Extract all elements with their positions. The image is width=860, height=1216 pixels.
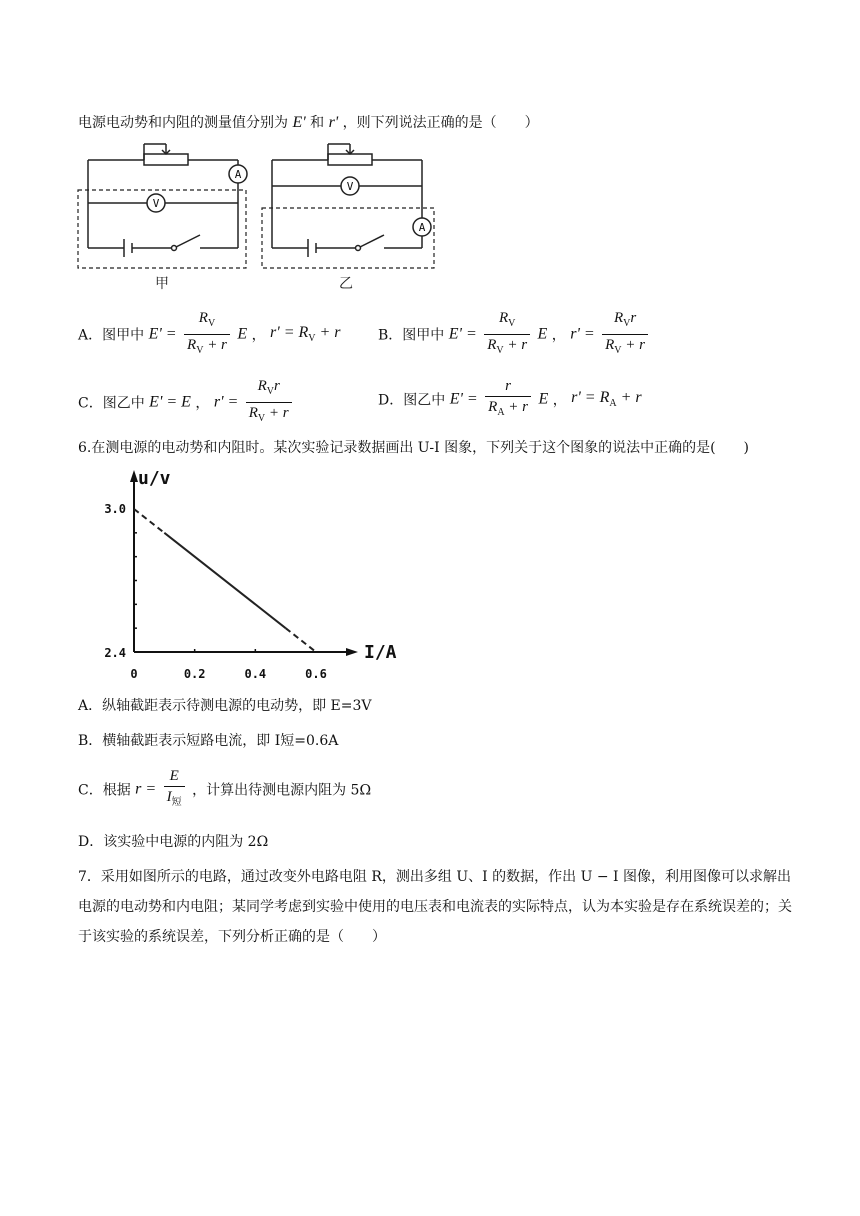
frac-den: R (605, 337, 615, 353)
option-d-r-sub: A (609, 398, 617, 410)
q7-stem: 7．采用如图所示的电路，通过改变外电路电阻 R，测出多组 U、I 的数据，作出 U − I 图像，利用图像可以求解出电源的电动势和内电阻；某同学考虑到实验中使用的电压表和电流表的实际特点，认为本实验是存在系统误差的；关于该实验的系统误差，下列分析正确的是（ ） (78, 869, 792, 945)
option-a-r-sub: V (308, 333, 316, 345)
chart-text (104, 468, 396, 681)
q5-intro-text: 电源电动势和内阻的测量值分别为 (78, 115, 288, 131)
q5-intro-sym2: r' (328, 114, 339, 131)
option-b-e: E (537, 325, 548, 343)
frac-den: R (187, 337, 197, 353)
frac-num-sub: V (623, 318, 631, 329)
q5-option-c (78, 376, 295, 429)
option-c-e-part: E' = E (149, 393, 191, 411)
q5-option-d (378, 376, 642, 423)
ammeter-label-jia: A (234, 168, 242, 181)
option-b-r-lhs: r' = (570, 325, 595, 343)
q6-option-c (78, 766, 371, 813)
voltmeter-label-jia: V (152, 197, 160, 210)
q5-option-b (378, 308, 651, 361)
series-line-solid (164, 533, 285, 628)
option-d-e: E (538, 390, 549, 408)
option-d-r-part: r' = R (571, 389, 610, 407)
option-d-label: D．图乙中 (378, 392, 446, 409)
option-b-fraction-r (602, 308, 648, 361)
x-tick-label: 0.2 (183, 667, 206, 681)
y-tick-label: 3.0 (104, 502, 126, 516)
frac-num-sub: V (508, 318, 516, 329)
frac-den-sub: 短 (171, 797, 182, 808)
frac-den-plus: + r (503, 337, 528, 353)
option-a-label: A．图甲中 (78, 327, 145, 344)
option-a-e: E (237, 325, 248, 343)
option-c-sep: ， (195, 395, 210, 412)
option-d-e-lhs: E' = (449, 390, 478, 408)
figure-label-jia: 甲 (155, 276, 169, 292)
option-a-sep: ， (251, 327, 266, 344)
option-a-r-tail: + r (315, 324, 341, 342)
frac-num-sub: V (207, 318, 216, 329)
frac-num-r: r (505, 378, 511, 394)
x-tick-label: 0.4 (244, 667, 267, 681)
option-c-r-lhs: r' = (213, 393, 239, 411)
frac-num: E (169, 768, 179, 784)
q6-option-c-r: r = (135, 780, 157, 798)
frac-den-plus: + r (203, 337, 227, 353)
option-b-e-lhs: E' = (448, 325, 477, 343)
frac-num-sub: V (266, 386, 274, 397)
frac-num: R (498, 310, 509, 326)
voltmeter-label-yi: V (346, 180, 354, 193)
chart-marks (134, 509, 316, 652)
frac-num: R (198, 310, 208, 326)
q5-intro-and: 和 (310, 115, 325, 131)
frac-den: I (166, 789, 172, 805)
option-b-sep: ， (551, 327, 566, 344)
frac-den-sub: A (497, 407, 505, 418)
frac-den-sub: V (196, 345, 204, 356)
y-axis-label: u/v (138, 468, 171, 489)
circuit-figures (76, 138, 446, 298)
circuit-jia (78, 144, 247, 268)
frac-den-sub: V (496, 345, 504, 356)
option-b-fraction-e (484, 308, 530, 361)
x-axis-label: I/A (364, 642, 397, 663)
frac-den-sub: V (614, 345, 622, 356)
q6-option-c-fraction (164, 766, 185, 813)
q5-intro-sym1: E' (292, 114, 306, 131)
x-axis-arrow (346, 648, 358, 656)
frac-den-plus: + r (504, 399, 529, 415)
x-tick-label: 0 (130, 667, 138, 681)
ammeter-label-yi: A (418, 221, 426, 234)
circuit-yi (262, 144, 434, 268)
y-axis-arrow (130, 470, 138, 482)
frac-num-r: r (630, 310, 637, 326)
frac-num-r: r (273, 378, 280, 394)
frac-den: R (248, 405, 258, 421)
figure-label-yi: 乙 (339, 276, 353, 292)
chart-axes (130, 470, 358, 656)
frac-den: R (488, 399, 498, 415)
frac-den-plus: + r (265, 405, 289, 421)
q6-option-b: B．横轴截距表示短路电流，即 I短=0.6A (78, 733, 339, 749)
q6-option-c-pre: C．根据 (78, 782, 131, 799)
x-tick-label: 0.6 (305, 667, 327, 681)
option-d-sep: ， (552, 392, 567, 409)
option-a-fraction (184, 308, 230, 361)
option-a-e-lhs: E' = (148, 325, 177, 343)
q5-intro (78, 112, 539, 132)
option-a-r-part: r' = R (270, 324, 309, 342)
option-a-r-expr (270, 324, 341, 345)
option-c-fraction (246, 376, 292, 429)
q5-intro-tail: ，则下列说法正确的是（ ） (342, 115, 539, 131)
option-b-label: B．图甲中 (378, 327, 445, 344)
q6-option-d: D．该实验中电源的内阻为 2Ω (78, 834, 269, 850)
frac-den-plus: + r (621, 337, 645, 353)
frac-den-sub: V (257, 413, 266, 424)
q6-option-a: A．纵轴截距表示待测电源的电动势，即 E=3V (78, 698, 372, 714)
q5-option-a (78, 308, 341, 361)
q6-stem: 6.在测电源的电动势和内阻时。某次实验记录数据画出 U-I 图象，下列关于这个图象的说法中正确的是( ) (78, 440, 749, 456)
option-d-fraction (485, 376, 531, 423)
frac-num: R (257, 378, 267, 394)
series-line-dashed-end (286, 628, 316, 652)
option-d-r-tail: + r (616, 389, 642, 407)
ui-chart (100, 466, 400, 688)
frac-den: R (487, 337, 497, 353)
option-d-r-expr (571, 389, 642, 410)
q6-option-c-post: ，计算出待测电源内阻为 5Ω (192, 782, 372, 799)
y-tick-label: 2.4 (104, 646, 126, 660)
option-c-label: C．图乙中 (78, 395, 145, 412)
series-line-dashed-start (134, 509, 164, 533)
frac-num: R (613, 310, 624, 326)
